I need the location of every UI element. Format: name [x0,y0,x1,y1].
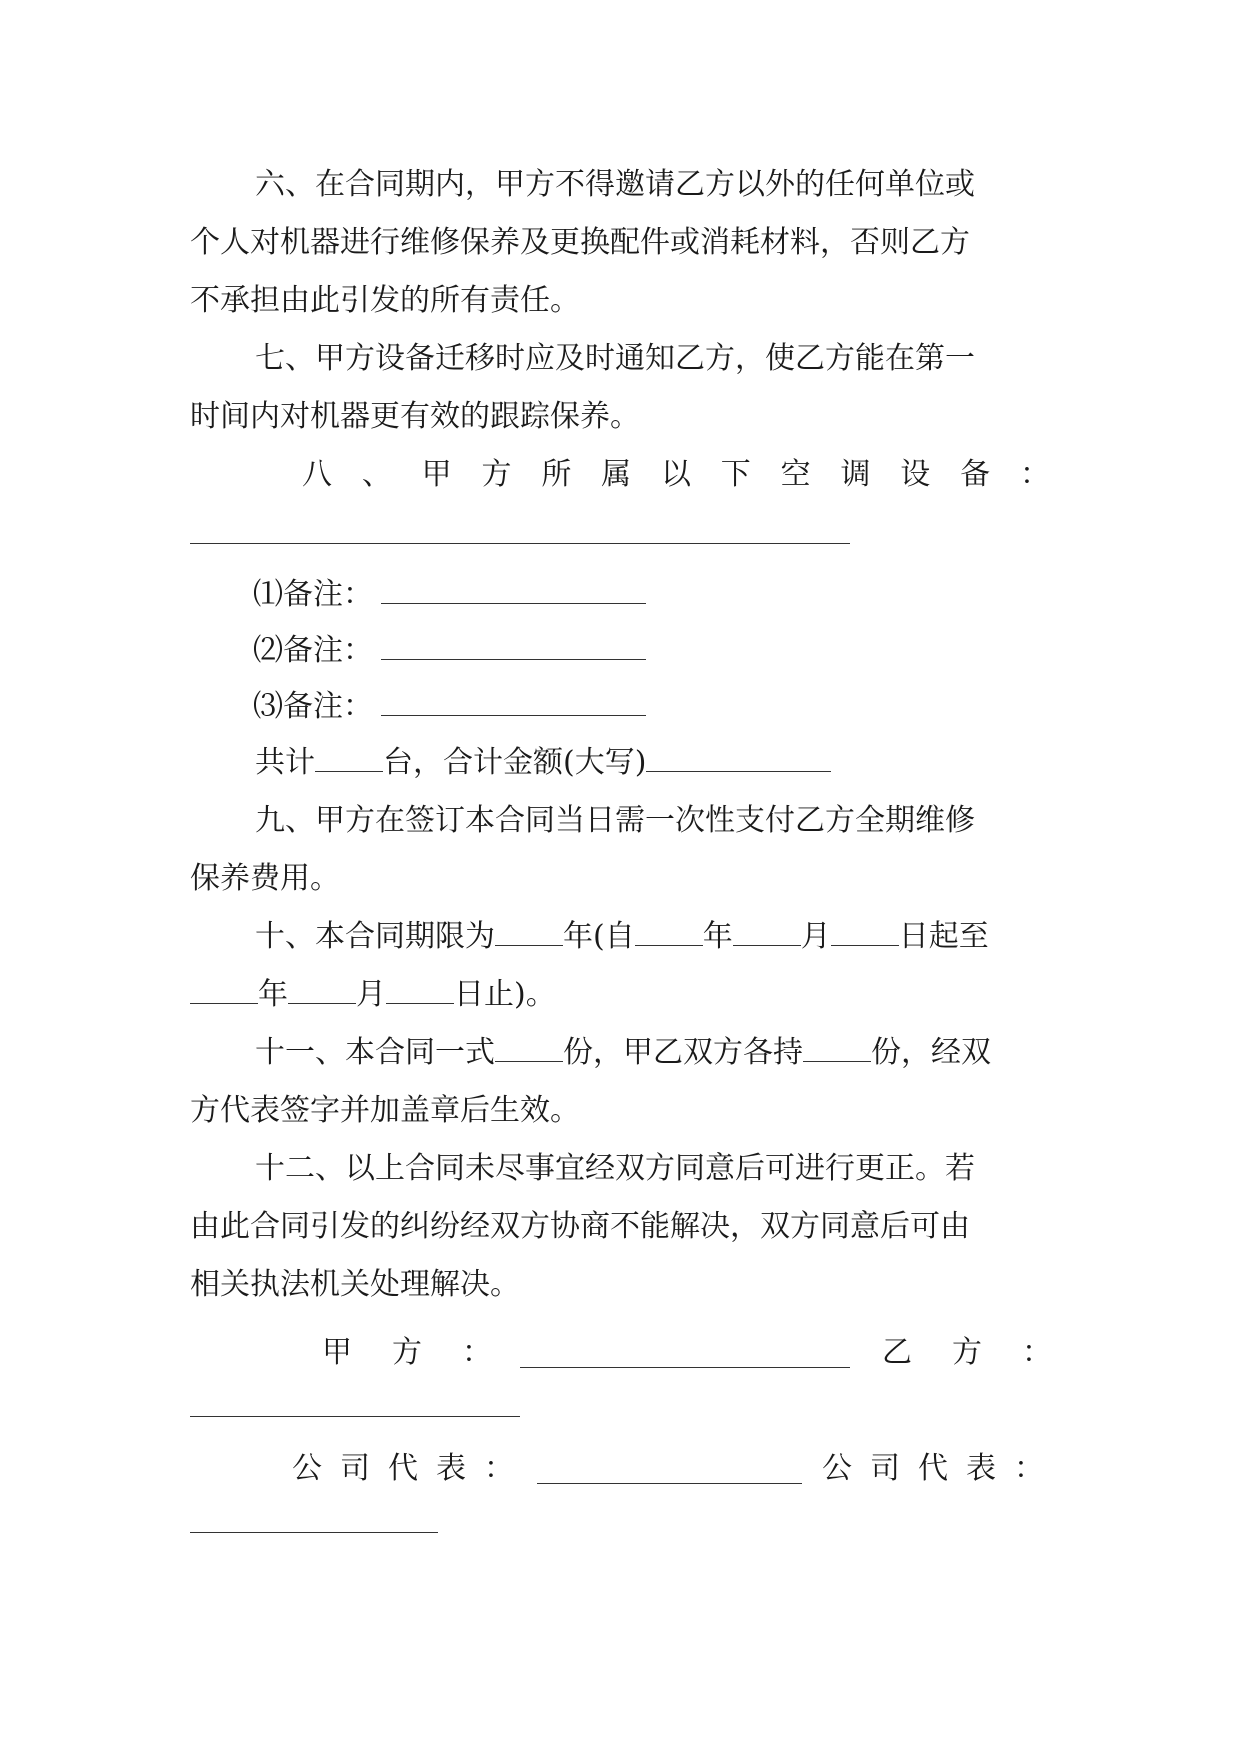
rep-a-colon: ： [484,1451,514,1486]
clause-10-text: 年 [702,919,733,954]
clause-8-char: 属 [601,457,632,492]
clause-9-line-2: 保养费用。 [190,861,340,896]
clause-7-line-1: 七、甲方设备迁移时应及时通知乙方，使乙方能在第一 [255,341,975,376]
clause-8-char: ： [1019,457,1050,492]
clause-12-line-2: 由此合同引发的纠纷经双方协商不能解决，双方同意后可由 [190,1209,970,1244]
rep-b-signature-blank [190,1532,438,1533]
years-blank [495,919,563,946]
clause-10-text: 十、本合同期限为 [255,919,495,954]
party-a-char: 甲 [322,1335,352,1370]
rep-a-char: 公 [292,1451,322,1486]
clause-8-char: 设 [900,457,931,492]
rep-b-char: 表 [966,1451,996,1486]
clause-8-char: 空 [780,457,811,492]
start-month-blank [733,919,801,946]
clause-6-line-2: 个人对机器进行维修保养及更换配件或消耗材料，否则乙方 [190,225,970,260]
clause-8-char: 调 [840,457,871,492]
clause-10-text: 年(自 [563,919,635,954]
note-3-label: ⑶备注： [253,689,373,724]
party-b-signature-blank [190,1416,520,1417]
party-b-char: 方 [952,1335,982,1370]
copies-each-blank [803,1035,871,1062]
end-year-blank [190,977,258,1004]
clause-6-line-3: 不承担由此引发的所有责任。 [190,283,580,318]
clause-8-char: 备 [960,457,991,492]
total-label: 共计 [255,745,315,780]
party-a-colon: ： [462,1335,492,1370]
party-b-char: 乙 [882,1335,912,1370]
clause-8-char: 甲 [421,457,452,492]
clause-10-text: 月 [356,977,386,1012]
clause-10-text: 年 [258,977,288,1012]
clause-10-line-1 [255,917,1050,957]
total-line [255,743,1050,783]
copies-blank [495,1035,563,1062]
rep-b-colon: ： [1014,1451,1044,1486]
end-day-blank [386,977,454,1004]
clause-8-char: 方 [481,457,512,492]
clause-8-char: 所 [541,457,572,492]
clause-7-line-2: 时间内对机器更有效的跟踪保养。 [190,399,640,434]
rep-b-char: 公 [822,1451,852,1486]
party-b-colon: ： [1022,1335,1052,1370]
clause-12-line-3: 相关执法机关处理解决。 [190,1267,520,1302]
note-1-label: ⑴备注： [253,577,373,612]
clause-11-text: 份，经双 [871,1035,991,1070]
clause-10-text: 日止)。 [454,977,556,1012]
total-amount-label: 台，合计金额(大写) [383,745,647,780]
equipment-blank-line [190,543,850,544]
clause-6-line-1: 六、在合同期内，甲方不得邀请乙方以外的任何单位或 [255,167,975,202]
note-3 [253,687,1050,727]
clause-8-char: 下 [720,457,751,492]
note-2-blank [381,633,646,660]
clause-12-line-1: 十二、以上合同未尽事宜经双方同意后可进行更正。若 [255,1151,975,1186]
clause-10-text: 月 [800,919,831,954]
clause-10-line-2 [190,975,1050,1015]
rep-b-char: 代 [918,1451,948,1486]
total-amount-blank [646,745,831,772]
rep-a-char: 司 [340,1451,370,1486]
note-2-label: ⑵备注： [253,633,373,668]
clause-10-text: 日起至 [898,919,989,954]
party-a-char: 方 [392,1335,422,1370]
rep-a-char: 表 [436,1451,466,1486]
unit-count-blank [315,745,383,772]
party-a-signature-blank [520,1341,850,1368]
clause-8-char: 以 [660,457,691,492]
clause-8-char: 、 [361,457,392,492]
start-day-blank [831,919,899,946]
clause-11-line-2: 方代表签字并加盖章后生效。 [190,1093,580,1128]
note-3-blank [381,689,646,716]
rep-a-signature-blank [537,1457,802,1484]
clause-8-heading [302,455,1050,495]
start-year-blank [635,919,703,946]
clause-11-text: 十一、本合同一式 [255,1035,495,1070]
end-month-blank [288,977,356,1004]
note-2 [253,631,1050,671]
rep-b-char: 司 [870,1451,900,1486]
clause-11-line-1 [255,1033,1050,1073]
note-1-blank [381,577,646,604]
rep-a-char: 代 [388,1451,418,1486]
clause-11-text: 份，甲乙双方各持 [563,1035,803,1070]
clause-9-line-1: 九、甲方在签订本合同当日需一次性支付乙方全期维修 [255,803,975,838]
note-1 [253,575,1050,615]
clause-8-char: 八 [302,457,332,492]
